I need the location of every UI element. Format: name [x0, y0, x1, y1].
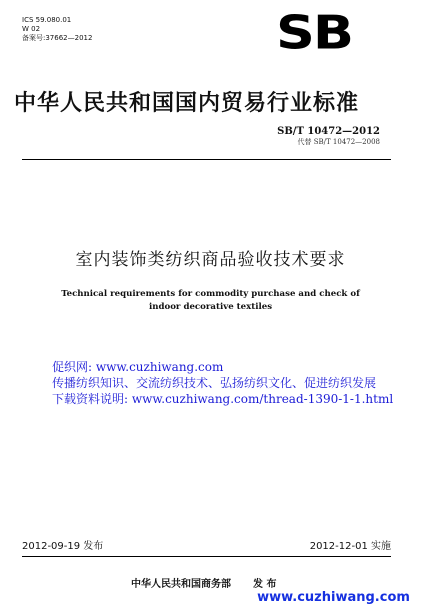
issuing-authority: [131, 575, 276, 590]
replaced-standard: 代替 SB/T 10472—2008: [297, 138, 380, 146]
watermark-site-line[interactable]: 促织网: www.cuzhiwang.com: [52, 360, 224, 374]
watermark-download-line[interactable]: 下载资料说明: www.cuzhiwang.com/thread-1390-1-1.html: [52, 392, 394, 406]
sb-logo: SB: [276, 6, 353, 60]
record-number: 备案号:37662—2012: [22, 34, 93, 42]
issue-date: 2012-09-19 发布: [22, 541, 104, 552]
document-title-cn: 室内装饰类纺织商品验收技术要求: [75, 250, 346, 270]
ics-code: ICS 59.080.01: [22, 16, 72, 24]
issuer-name: 中华人民共和国商务部: [131, 579, 231, 590]
classification-code: W 02: [22, 25, 41, 33]
watermark-slogan-line: 传播纺织知识、交流纺织技术、弘扬纺织文化、促进纺织发展: [52, 376, 377, 390]
footer-url-link[interactable]: www.cuzhiwang.com: [257, 590, 410, 605]
document-title-en-line1: Technical requirements for commodity purchase and check of: [61, 289, 360, 299]
document-title-en-line2: indoor decorative textiles: [148, 302, 273, 312]
bottom-divider: [22, 556, 391, 557]
standard-number: SB/T 10472—2012: [277, 126, 380, 137]
top-divider: [22, 159, 391, 160]
issuer-action: 发 布: [253, 579, 277, 590]
implementation-date: 2012-12-01 实施: [309, 541, 391, 552]
ministry-title: 中华人民共和国国内贸易行业标准: [14, 91, 360, 116]
